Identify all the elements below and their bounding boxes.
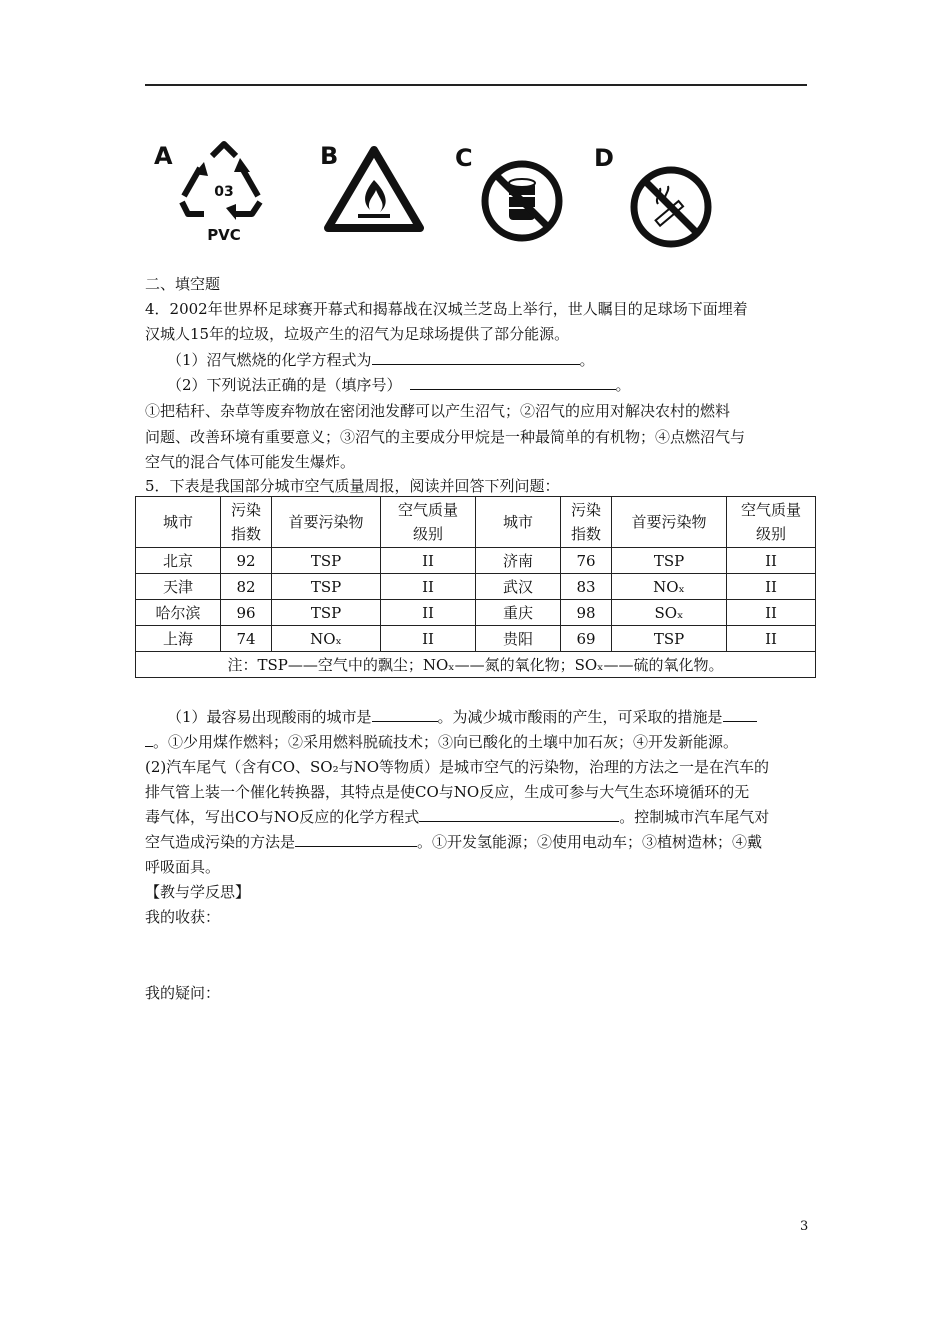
cell: 96 (221, 600, 272, 626)
cell: 上海 (136, 626, 221, 652)
page-number: 3 (800, 1219, 809, 1234)
cell: 天津 (136, 574, 221, 600)
air-quality-table (135, 496, 816, 678)
cell: II (381, 574, 476, 600)
th-city: 城市 (476, 497, 561, 548)
cell: NOₓ (272, 626, 381, 652)
cell: TSP (612, 626, 727, 652)
option-letter: C (455, 144, 473, 172)
reflection-question: 我的疑问： (145, 984, 221, 1002)
cell: II (381, 548, 476, 574)
q4-sub1-blank[interactable] (372, 348, 580, 365)
flammable-icon (324, 144, 424, 234)
q4-line1: 4．2002年世界杯足球赛开幕式和揭幕战在汉城兰芝岛上举行，世人瞩目的足球场下面埋着 (145, 300, 748, 318)
q5-sub2-options: 。①开发氢能源；②使用电动车；③植树造林；④戴 (417, 833, 763, 851)
q5-sub2-prompt2: 。控制城市汽车尾气对 (619, 808, 770, 826)
cell: TSP (612, 548, 727, 574)
q5-sub2-prompt3: 空气造成污染的方法是 (145, 833, 296, 851)
q4-options-line2: 问题、改善环境有重要意义；③沼气的主要成分甲烷是一种最简单的有机物；④点燃沼气与 (145, 428, 746, 446)
cell: II (381, 600, 476, 626)
th-pollutant: 首要污染物 (612, 497, 727, 548)
header-rule (145, 84, 807, 86)
cell: 重庆 (476, 600, 561, 626)
table-row (136, 626, 816, 652)
q5-sub1-blank-city[interactable] (372, 705, 438, 722)
cell: 74 (221, 626, 272, 652)
reflection-title: 【教与学反思】 (145, 883, 251, 901)
cell: II (727, 548, 816, 574)
resin-code: 03 (214, 184, 234, 200)
q4-sub1 (167, 348, 595, 373)
table-note: 注：TSP——空气中的飘尘；NOₓ——氮的氧化物；SOₓ——硫的氧化物。 (136, 652, 816, 678)
safety-icons-row (150, 130, 750, 250)
section-title: 二、填空题 (145, 275, 221, 293)
th-index: 污染 指数 (561, 497, 612, 548)
option-letter: A (154, 142, 173, 170)
no-barrel-icon (479, 158, 565, 244)
table-row (136, 574, 816, 600)
q5-sub1-line2 (145, 730, 738, 755)
q5-sub1-blank-measure-cont[interactable] (145, 730, 153, 747)
cell: TSP (272, 600, 381, 626)
q5-sub1-options: 。①少用煤作燃料；②采用燃料脱硫技术；③向已酸化的土壤中加石灰；④开发新能源。 (153, 733, 739, 751)
table-header-row (136, 497, 816, 548)
cell: NOₓ (612, 574, 727, 600)
q5-sub1-prompt2: 。为减少城市酸雨的产生，可采取的措施是 (437, 708, 723, 726)
cell: 贵阳 (476, 626, 561, 652)
table-row (136, 600, 816, 626)
cell: 83 (561, 574, 612, 600)
no-smoking-icon (628, 164, 714, 250)
th-city: 城市 (136, 497, 221, 548)
cell: II (727, 574, 816, 600)
q5-sub2-line3 (145, 805, 769, 830)
cell: 76 (561, 548, 612, 574)
cell: 69 (561, 626, 612, 652)
q4-sub2 (167, 373, 631, 398)
reflection-gain: 我的收获： (145, 908, 221, 926)
cell: 北京 (136, 548, 221, 574)
cell: 哈尔滨 (136, 600, 221, 626)
q5-sub2-prompt: 毒气体，写出CO与NO反应的化学方程式 (145, 808, 420, 826)
cell: TSP (272, 574, 381, 600)
th-pollutant: 首要污染物 (272, 497, 381, 548)
option-letter: D (594, 144, 614, 172)
cell: II (727, 626, 816, 652)
cell: 82 (221, 574, 272, 600)
q5-sub1-line1 (167, 705, 757, 730)
q4-sub1-end: 。 (579, 351, 595, 369)
cell: 98 (561, 600, 612, 626)
option-letter: B (320, 142, 339, 170)
q4-options-line3: 空气的混合气体可能发生爆炸。 (145, 453, 356, 471)
q5-sub2-line5: 呼吸面具。 (145, 858, 221, 876)
recycle-icon (174, 138, 274, 243)
cell: TSP (272, 548, 381, 574)
cell: SOₓ (612, 600, 727, 626)
q4-sub1-prompt: （1）沼气燃烧的化学方程式为 (167, 351, 372, 369)
q5-sub2-line1: (2)汽车尾气（含有CO、SO₂与NO等物质）是城市空气的污染物，治理的方法之一是在汽车的 (145, 758, 770, 776)
resin-label: PVC (207, 226, 241, 243)
cell: 92 (221, 548, 272, 574)
cell: II (727, 600, 816, 626)
table-row (136, 548, 816, 574)
q4-sub2-end: 。 (615, 376, 631, 394)
q4-line2: 汉城人15年的垃圾，垃圾产生的沼气为足球场提供了部分能源。 (145, 325, 570, 343)
q4-sub2-prompt: （2）下列说法正确的是（填序号） (167, 376, 402, 394)
q5-sub1-blank-measure[interactable] (723, 705, 757, 722)
q5-sub2-line4 (145, 830, 762, 855)
th-level: 空气质量 级别 (727, 497, 816, 548)
q5-sub2-blank-method[interactable] (295, 830, 417, 847)
cell: 济南 (476, 548, 561, 574)
cell: 武汉 (476, 574, 561, 600)
table-note-row (136, 652, 816, 678)
q5-intro: 5．下表是我国部分城市空气质量周报，阅读并回答下列问题： (145, 477, 560, 495)
q5-sub1-prompt: （1）最容易出现酸雨的城市是 (167, 708, 372, 726)
q4-options-line1: ①把秸秆、杂草等废弃物放在密闭池发酵可以产生沼气；②沼气的应用对解决农村的燃料 (145, 402, 731, 420)
cell: II (381, 626, 476, 652)
q4-sub2-blank[interactable] (410, 373, 616, 390)
q5-sub2-blank-equation[interactable] (419, 805, 619, 822)
th-level: 空气质量 级别 (381, 497, 476, 548)
q5-sub2-line2: 排气管上装一个催化转换器，其特点是使CO与NO反应，生成可参与大气生态环境循环的无 (145, 783, 750, 801)
th-index: 污染 指数 (221, 497, 272, 548)
